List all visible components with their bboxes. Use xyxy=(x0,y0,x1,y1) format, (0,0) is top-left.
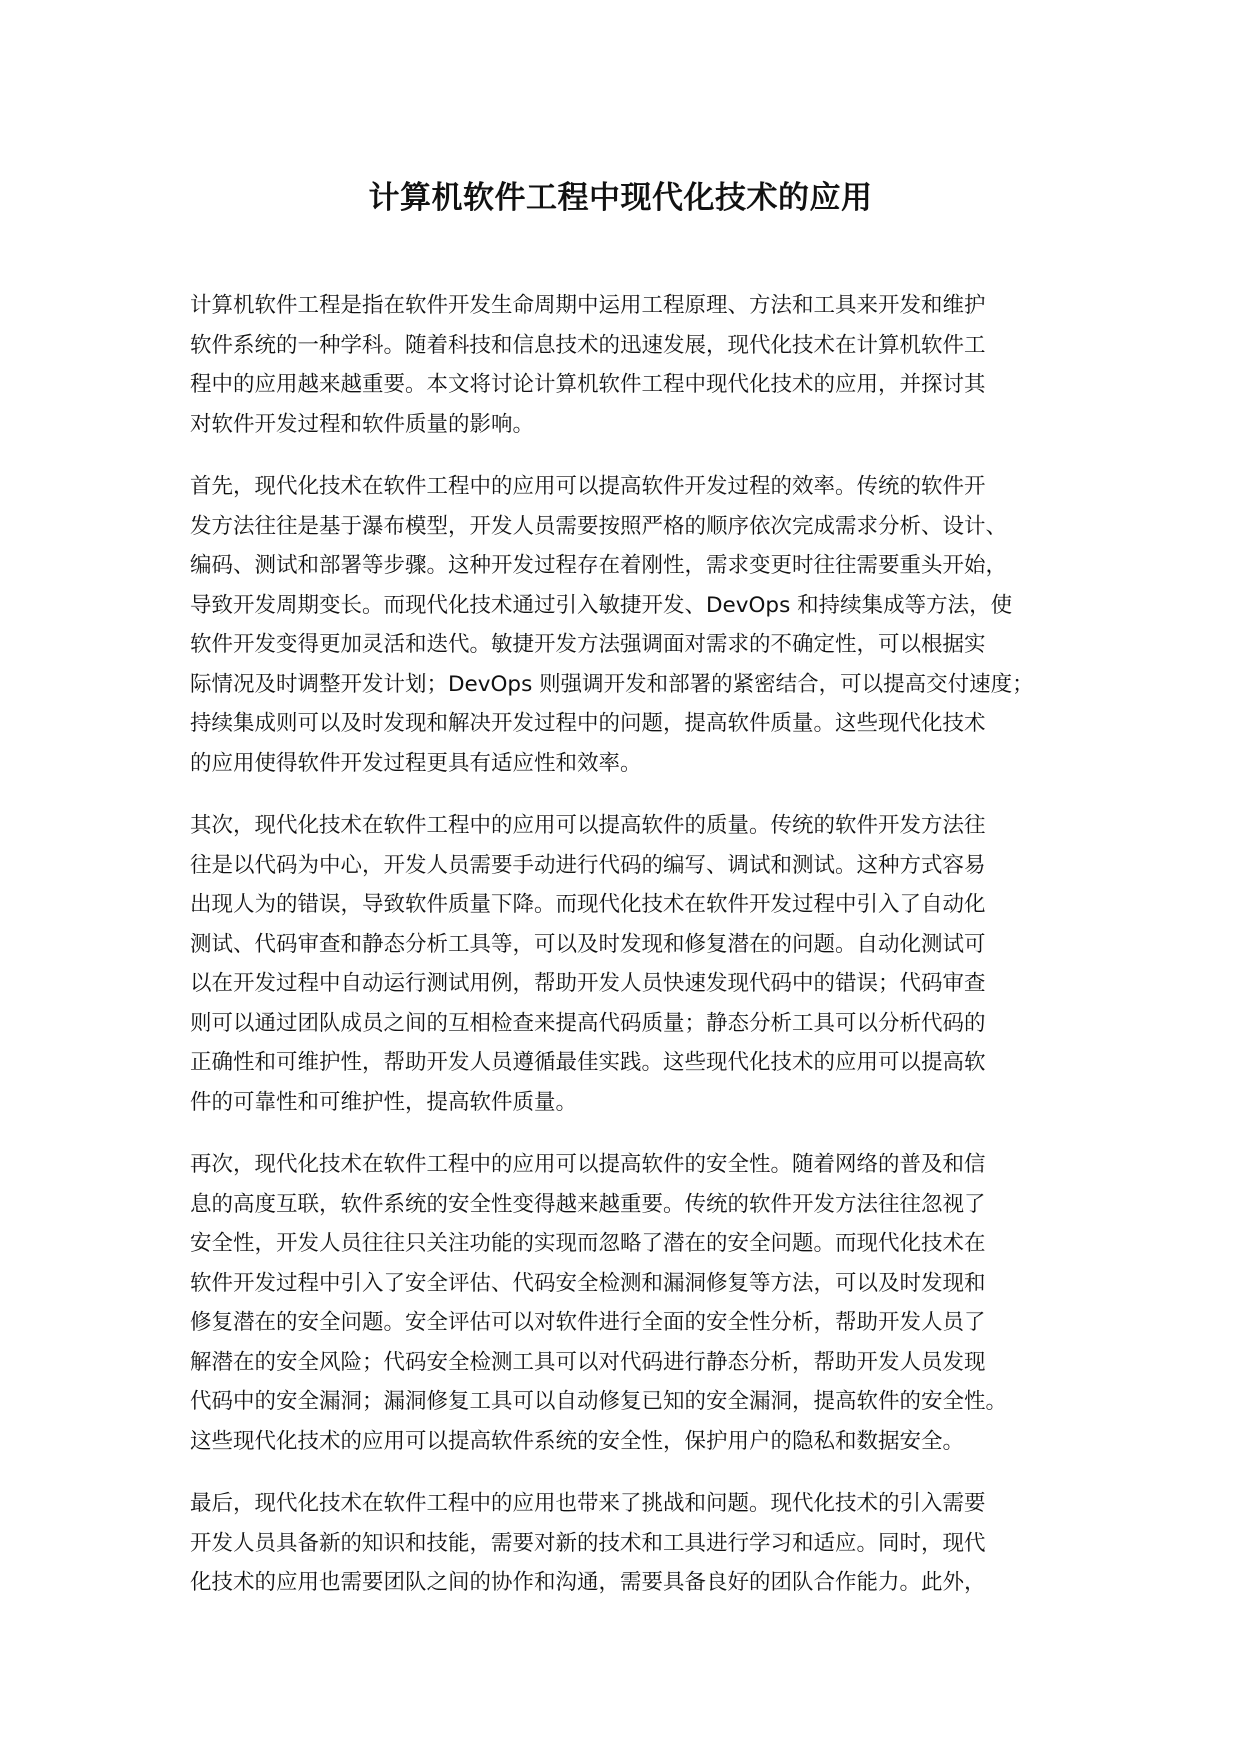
text-line: 出现人为的错误，导致软件质量下降。而现代化技术在软件开发过程中引入了自动化 xyxy=(190,892,986,917)
text-line: 其次，现代化技术在软件工程中的应用可以提高软件的质量。传统的软件开发方法往 xyxy=(190,813,986,838)
document-body xyxy=(190,286,1080,1626)
text-line: 测试、代码审查和静态分析工具等，可以及时发现和修复潜在的问题。自动化测试可 xyxy=(190,931,986,957)
text-line: 软件开发变得更加灵活和迭代。敏捷开发方法强调面对需求的不确定性，可以根据实 xyxy=(190,632,986,657)
text-line: 再次，现代化技术在软件工程中的应用可以提高软件的安全性。随着网络的普及和信 xyxy=(190,1152,986,1177)
text-line: 软件开发过程中引入了安全评估、代码安全检测和漏洞修复等方法，可以及时发现和 xyxy=(190,1270,986,1296)
text-line: 软件系统的一种学科。随着科技和信息技术的迅速发展，现代化技术在计算机软件工 xyxy=(190,332,986,358)
text-line: 以在开发过程中自动运行测试用例，帮助开发人员快速发现代码中的错误；代码审查 xyxy=(190,971,986,996)
text-line: 首先，现代化技术在软件工程中的应用可以提高软件开发过程的效率。传统的软件开 xyxy=(190,474,986,499)
text-line: 计算机软件工程是指在软件开发生命周期中运用工程原理、方法和工具来开发和维护 xyxy=(190,293,986,318)
text-line: 修复潜在的安全问题。安全评估可以对软件进行全面的安全性分析，帮助开发人员了 xyxy=(190,1310,986,1335)
paragraph-intro xyxy=(190,286,1080,444)
text-line: 开发人员具备新的知识和技能，需要对新的技术和工具进行学习和适应。同时，现代 xyxy=(190,1530,986,1556)
text-line: 化技术的应用也需要团队之间的协作和沟通，需要具备良好的团队合作能力。此外， xyxy=(190,1570,986,1595)
paragraph-security xyxy=(190,1145,1080,1461)
paragraph-quality xyxy=(190,806,1080,1122)
text-line: 则可以通过团队成员之间的互相检查来提高代码质量；静态分析工具可以分析代码的 xyxy=(190,1010,986,1036)
text-line: 件的可靠性和可维护性，提高软件质量。 xyxy=(190,1089,578,1115)
text-line: 持续集成则可以及时发现和解决开发过程中的问题，提高软件质量。这些现代化技术 xyxy=(190,711,986,736)
text-line: 最后，现代化技术在软件工程中的应用也带来了挑战和问题。现代化技术的引入需要 xyxy=(190,1491,986,1516)
paragraph-efficiency xyxy=(190,467,1080,783)
text-line: 编码、测试和部署等步骤。这种开发过程存在着刚性，需求变更时往往需要重头开始， xyxy=(190,553,1008,578)
text-line: 这些现代化技术的应用可以提高软件系统的安全性，保护用户的隐私和数据安全。 xyxy=(190,1428,965,1454)
text-line: 程中的应用越来越重要。本文将讨论计算机软件工程中现代化技术的应用，并探讨其 xyxy=(190,372,986,397)
text-line: 代码中的安全漏洞；漏洞修复工具可以自动修复已知的安全漏洞，提高软件的安全性。 xyxy=(190,1389,1008,1414)
text-line: 对软件开发过程和软件质量的影响。 xyxy=(190,411,535,437)
paragraph-challenges xyxy=(190,1484,1080,1603)
text-line: 解潜在的安全风险；代码安全检测工具可以对代码进行静态分析，帮助开发人员发现 xyxy=(190,1349,986,1375)
document-title: 计算机软件工程中现代化技术的应用 xyxy=(368,180,873,216)
text-line: 息的高度互联，软件系统的安全性变得越来越重要。传统的软件开发方法往往忽视了 xyxy=(190,1191,986,1217)
text-line: 往是以代码为中心，开发人员需要手动进行代码的编写、调试和测试。这种方式容易 xyxy=(190,852,986,878)
text-line: 正确性和可维护性，帮助开发人员遵循最佳实践。这些现代化技术的应用可以提高软 xyxy=(190,1050,986,1075)
text-line: 安全性，开发人员往往只关注功能的实现而忽略了潜在的安全问题。而现代化技术在 xyxy=(190,1231,986,1256)
text-line: 际情况及时调整开发计划；DevOps 则强调开发和部署的紧密结合，可以提高交付速度； xyxy=(190,671,1034,697)
text-line: 的应用使得软件开发过程更具有适应性和效率。 xyxy=(190,750,642,776)
text-line: 导致开发周期变长。而现代化技术通过引入敏捷开发、DevOps 和持续集成等方法，使 xyxy=(190,592,1013,618)
text-line: 发方法往往是基于瀑布模型，开发人员需要按照严格的顺序依次完成需求分析、设计、 xyxy=(190,513,1008,539)
